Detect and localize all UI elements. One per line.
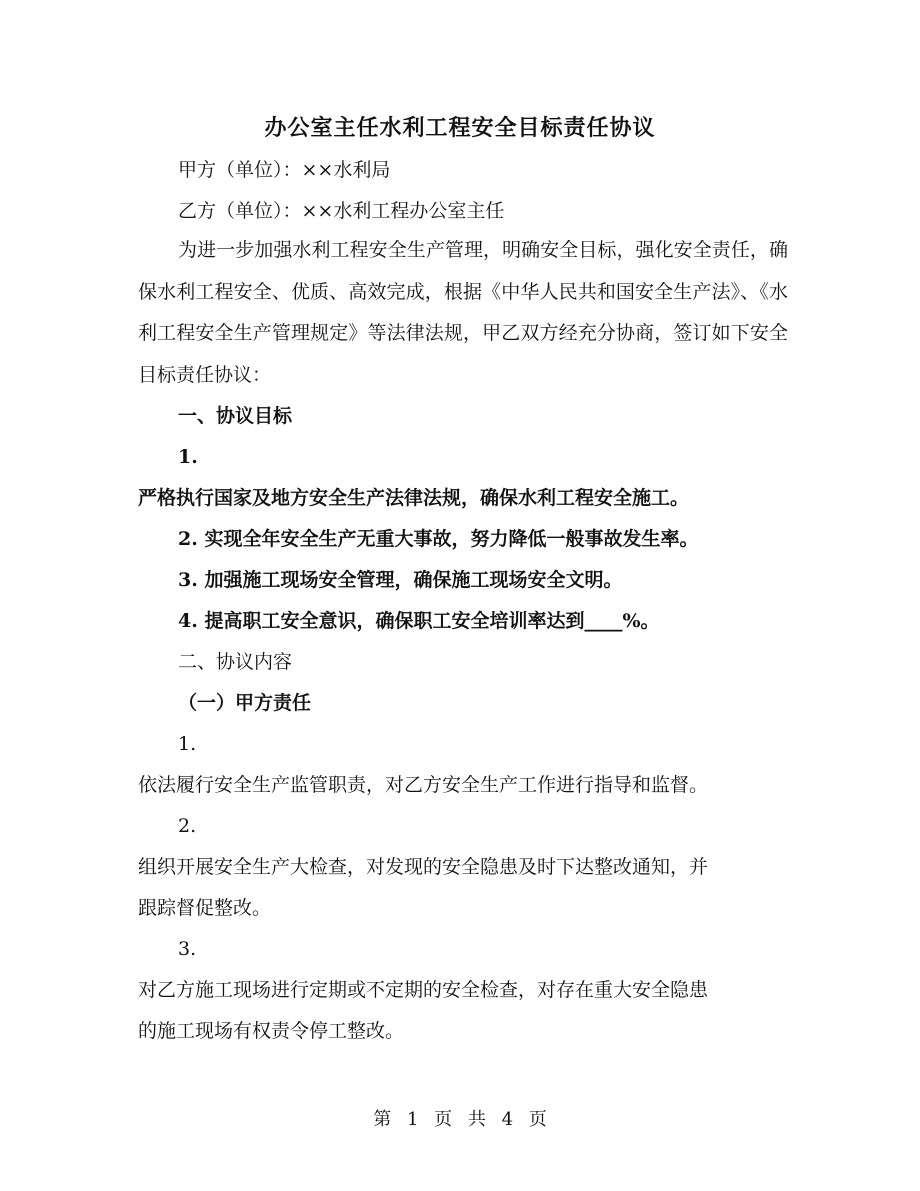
footer-label-page: 第 — [373, 1109, 392, 1130]
goal2-line: 2. 实现全年安全生产无重大事故，努力降低一般事故发生率。 — [178, 528, 699, 550]
party-a-line: 甲方（单位）：××水利局 — [178, 159, 391, 181]
footer-total-pages: 4 — [501, 1109, 514, 1130]
document-title: 办公室主任水利工程安全目标责任协议 — [264, 115, 656, 141]
resp1-text: 依法履行安全生产监管职责，对乙方安全生产工作进行指导和监督。 — [138, 774, 709, 796]
section2-heading: 二、协议内容 — [178, 651, 293, 673]
footer-label-total: 共 — [467, 1109, 486, 1130]
resp2-text-line2: 跟踪督促整改。 — [138, 897, 272, 919]
goal3-line: 3. 加强施工现场安全管理，确保施工现场安全文明。 — [178, 569, 623, 591]
footer-label-unit2: 页 — [528, 1109, 547, 1130]
resp3-text-line2: 的施工现场有权责令停工整改。 — [138, 1020, 405, 1042]
page-footer — [0, 1105, 920, 1135]
resp3-number: 3. — [178, 938, 197, 960]
resp3-text-line1: 对乙方施工现场进行定期或不定期的安全检查，对存在重大安全隐患 — [138, 979, 709, 1001]
intro-paragraph: 为进一步加强水利工程安全生产管理，明确安全目标，强化安全责任，确保水利工程安全、优质、高效完成，根据《中华人民共和国安全生产法》、《水利工程安全生产管理规定》等法律法规，甲乙双方经充分协商，签订如下安全目标责任协议： — [138, 239, 788, 386]
party-b-line: 乙方（单位）：××水利工程办公室主任 — [178, 200, 505, 222]
goal4-line: 4. 提高职工安全意识，确保职工安全培训率达到____%。 — [178, 610, 660, 632]
goal1-number: 1. — [178, 446, 198, 468]
resp2-number: 2. — [178, 815, 197, 837]
resp2-text-line1: 组织开展安全生产大检查，对发现的安全隐患及时下达整改通知，并 — [138, 856, 709, 878]
section1-heading: 一、协议目标 — [178, 405, 293, 427]
footer-label-unit: 页 — [434, 1109, 453, 1130]
resp1-number: 1. — [178, 733, 197, 755]
sub1-heading: （一）甲方责任 — [178, 692, 312, 714]
footer-current-page: 1 — [406, 1109, 419, 1130]
goal1-text: 严格执行国家及地方安全生产法律法规，确保水利工程安全施工。 — [138, 487, 690, 509]
